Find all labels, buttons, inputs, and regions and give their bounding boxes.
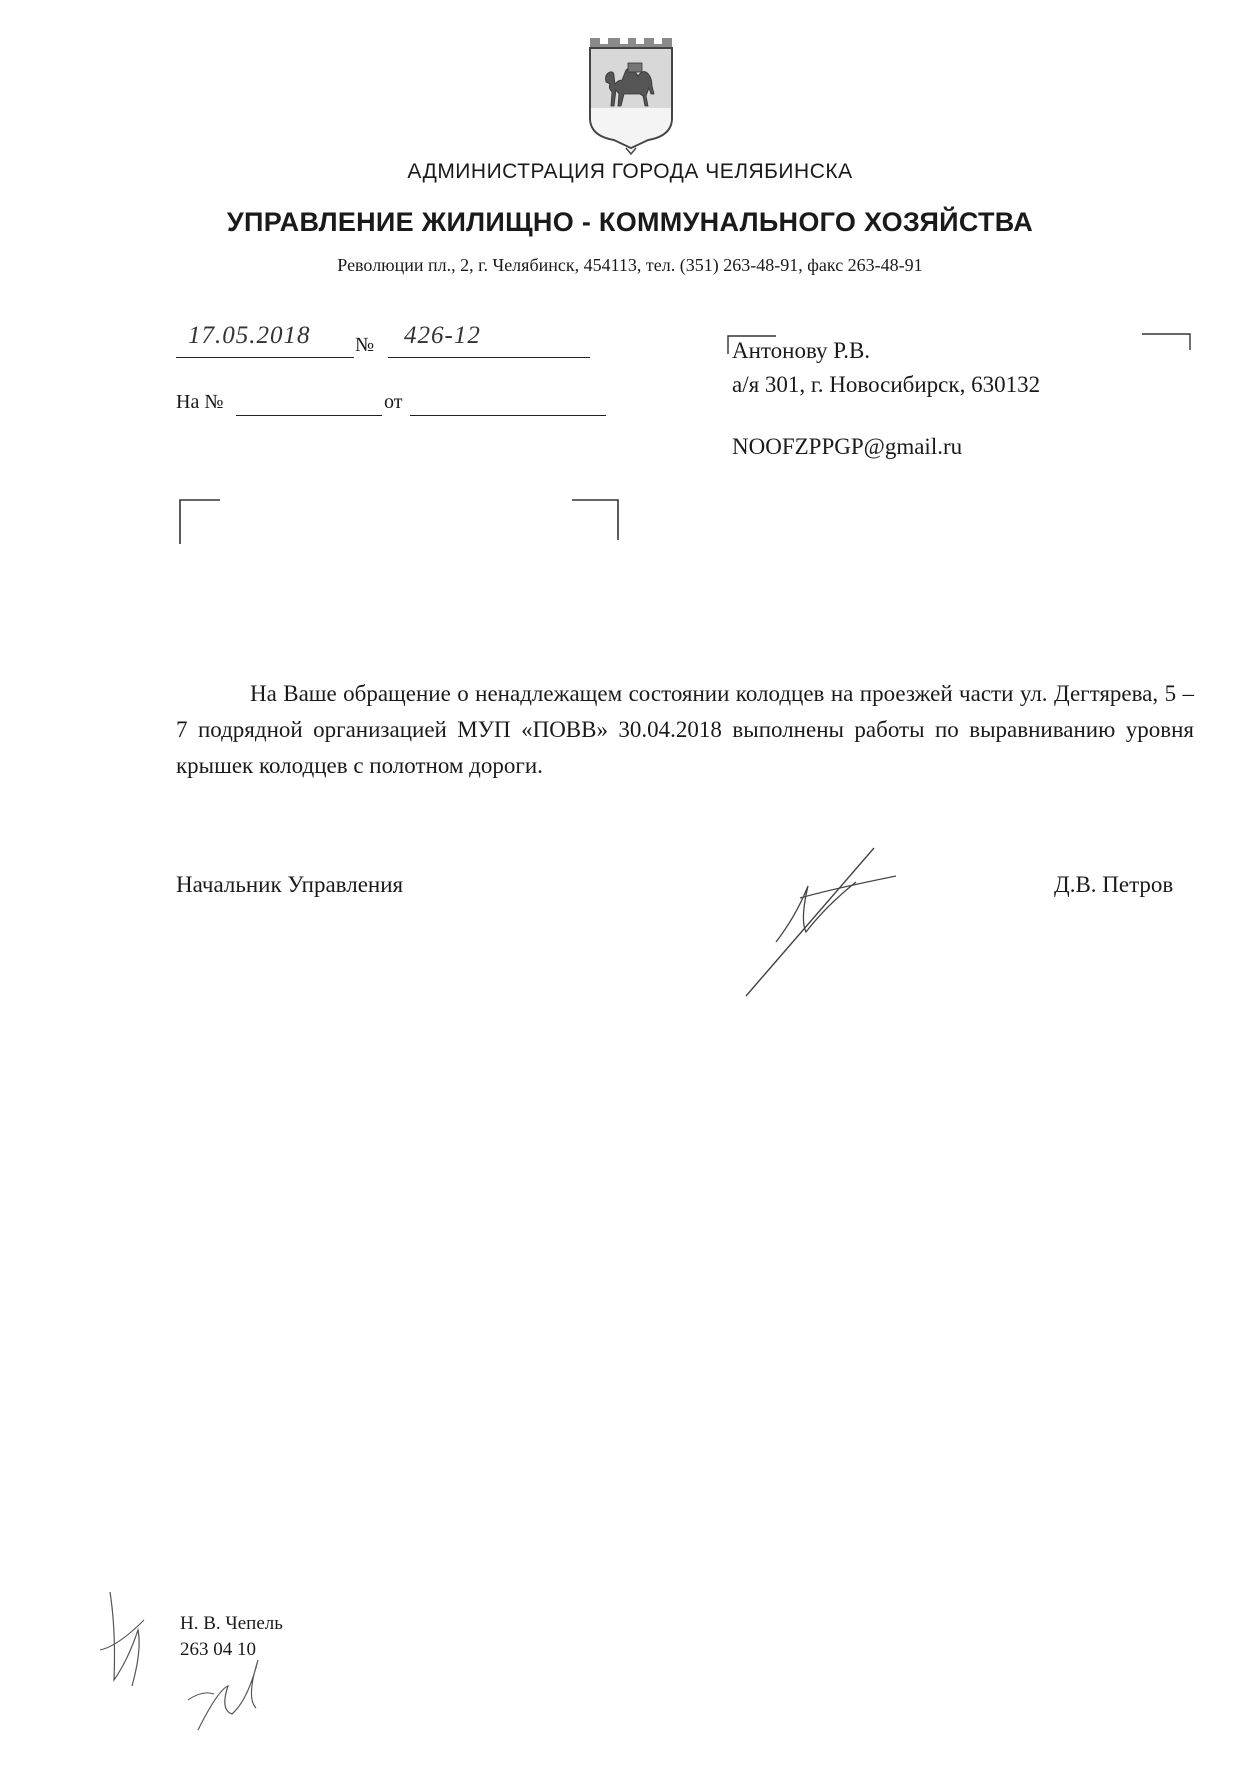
department-title: УПРАВЛЕНИЕ ЖИЛИЩНО - КОММУНАЛЬНОГО ХОЗЯЙСТВА: [226, 207, 1034, 237]
signatory-position: Начальник Управления: [176, 872, 404, 897]
registration-number-label: №: [355, 334, 375, 356]
reference-number-underline: [236, 415, 382, 416]
reference-date-label: от: [384, 391, 403, 413]
reference-number-label: На №: [176, 391, 224, 413]
date-underline: [176, 357, 354, 358]
letter-body: На Ваше обращение о ненадлежащем состоянии колодцев на проезжей части ул. Дегтярева, 5 – 7 подрядной организацией МУП «ПОВВ» 30.04.2018 выполнены работы по выравниванию уровня крышек колодцев с полотном дороги.: [176, 681, 1194, 778]
address-block-corners: [176, 496, 626, 546]
administration-title: АДМИНИСТРАЦИЯ ГОРОДА ЧЕЛЯБИНСКА: [407, 160, 853, 183]
letterhead-address: Революции пл., 2, г. Челябинск, 454113, тел. (351) 263-48-91, факс 263-48-91: [337, 255, 923, 275]
handwritten-signature: [736, 846, 916, 1006]
registration-date: 17.05.2018: [188, 322, 311, 349]
camel-emblem-icon: [588, 36, 674, 152]
recipient-name: Антонову Р.В.: [732, 338, 871, 363]
registration-number: 426-12: [404, 322, 481, 349]
executor-phone: 263 04 10: [180, 1639, 256, 1660]
recipient-email: NOOFZPPGP@gmail.ru: [732, 434, 963, 459]
executor-name: Н. В. Чепель: [180, 1613, 283, 1634]
recipient-address: а/я 301, г. Новосибирск, 630132: [732, 372, 1041, 397]
signatory-name: Д.В. Петров: [1054, 872, 1174, 897]
city-emblem: [588, 36, 674, 157]
approval-visa: [98, 1590, 298, 1750]
reference-date-underline: [410, 415, 606, 416]
number-underline: [388, 357, 590, 358]
